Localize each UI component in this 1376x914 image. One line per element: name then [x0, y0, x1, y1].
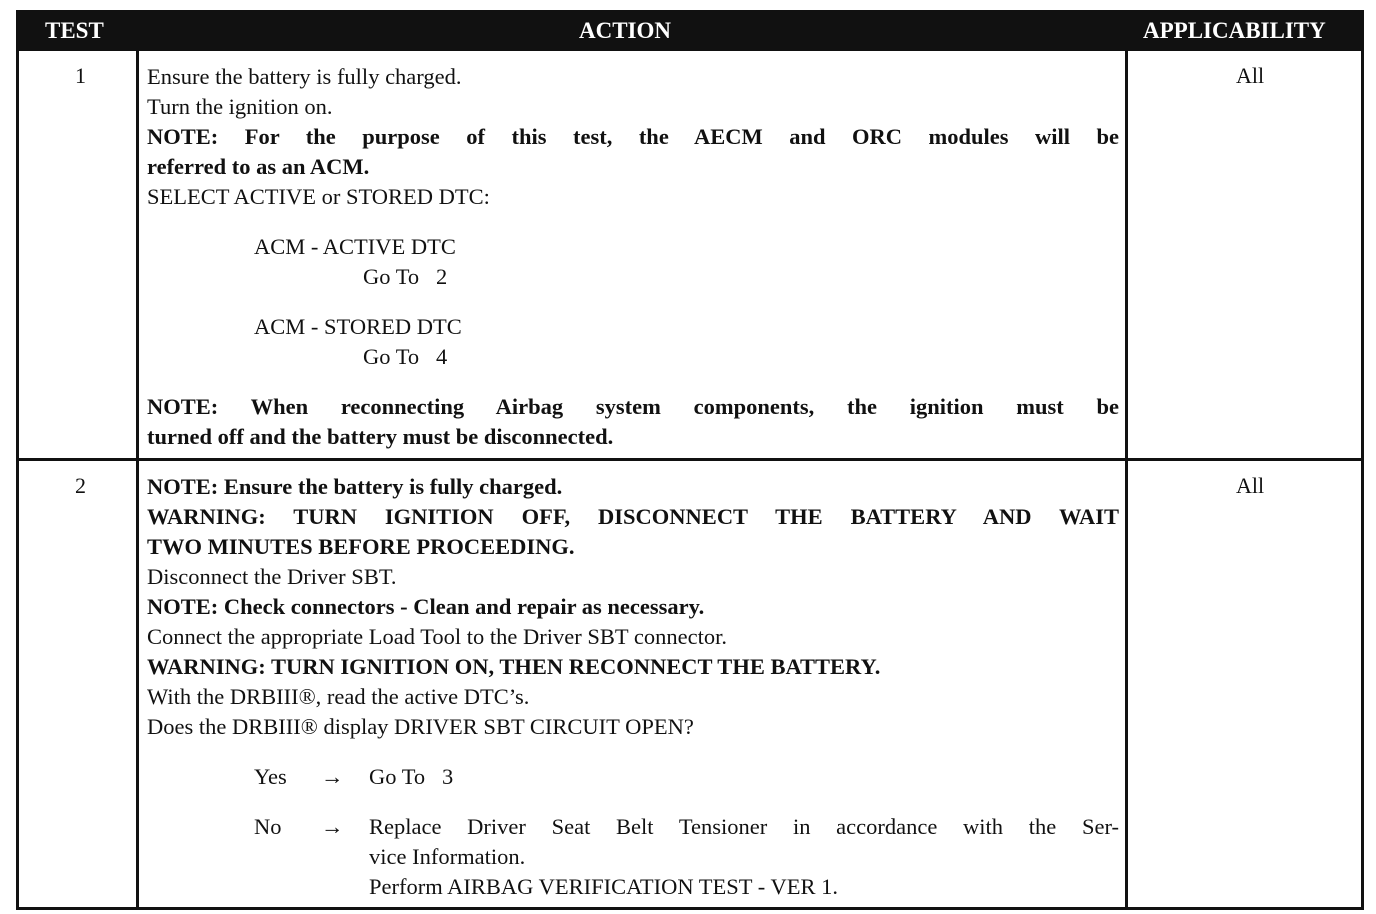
action-line: Ensure the battery is fully charged.	[147, 64, 462, 89]
arrow-right-icon: →	[321, 814, 344, 839]
action-line: With the DRBIII®, read the active DTC’s.	[147, 684, 530, 709]
header-action: ACTION	[579, 18, 672, 43]
column-divider-applicability	[1125, 51, 1128, 907]
action-line: Replace Driver Seat Belt Tensioner in accordance with the Ser-	[369, 814, 1119, 839]
dtc-option-active: ACM - ACTIVE DTC	[254, 234, 456, 259]
action-line: SELECT ACTIVE or STORED DTC:	[147, 184, 490, 209]
action-cell	[147, 472, 1119, 902]
answer-no	[147, 812, 1119, 902]
note-text: NOTE: Check connectors - Clean and repair as necessary.	[147, 594, 705, 619]
applicability-value: All	[1236, 63, 1265, 88]
table-header	[19, 13, 1361, 51]
header-applicability: APPLICABILITY	[1143, 18, 1326, 43]
note-text: referred to as an ACM.	[147, 154, 370, 179]
note-text: NOTE: Ensure the battery is fully charged.	[147, 474, 563, 499]
applicability-value: All	[1236, 473, 1265, 498]
test-number: 2	[75, 473, 86, 498]
diagnostic-test-table	[16, 10, 1364, 910]
note-text: NOTE: For the purpose of this test, the AECM and ORC modules will be	[147, 124, 1119, 149]
goto-link[interactable]: Go To 2	[363, 264, 448, 289]
warning-text: WARNING: TURN IGNITION OFF, DISCONNECT THE BATTERY AND WAIT	[147, 504, 1119, 529]
answer-yes	[147, 762, 1119, 792]
column-divider-test	[136, 51, 139, 907]
action-line: Turn the ignition on.	[147, 94, 333, 119]
warning-text: TWO MINUTES BEFORE PROCEEDING.	[147, 534, 575, 559]
action-line: vice Information.	[369, 844, 526, 869]
row-divider	[19, 458, 1361, 461]
dtc-option-stored: ACM - STORED DTC	[254, 314, 462, 339]
test-number: 1	[75, 63, 86, 88]
action-cell	[147, 62, 1119, 452]
arrow-right-icon: →	[321, 764, 344, 789]
action-line: Connect the appropriate Load Tool to the Driver SBT connector.	[147, 624, 727, 649]
no-action-text	[369, 812, 1119, 902]
action-line: Does the DRBIII® display DRIVER SBT CIRCUIT OPEN?	[147, 714, 694, 739]
action-line: Perform AIRBAG VERIFICATION TEST - VER 1.	[369, 874, 838, 899]
note-text: turned off and the battery must be disconnected.	[147, 424, 614, 449]
note-text: NOTE: When reconnecting Airbag system components, the ignition must be	[147, 394, 1119, 419]
header-test: TEST	[45, 18, 104, 43]
answer-yes-label: Yes	[254, 764, 287, 789]
action-line: Disconnect the Driver SBT.	[147, 564, 397, 589]
goto-link[interactable]: Go To 4	[363, 344, 448, 369]
answer-no-label: No	[254, 814, 282, 839]
warning-text: WARNING: TURN IGNITION ON, THEN RECONNECT THE BATTERY.	[147, 654, 881, 679]
goto-link[interactable]: Go To 3	[369, 764, 454, 789]
